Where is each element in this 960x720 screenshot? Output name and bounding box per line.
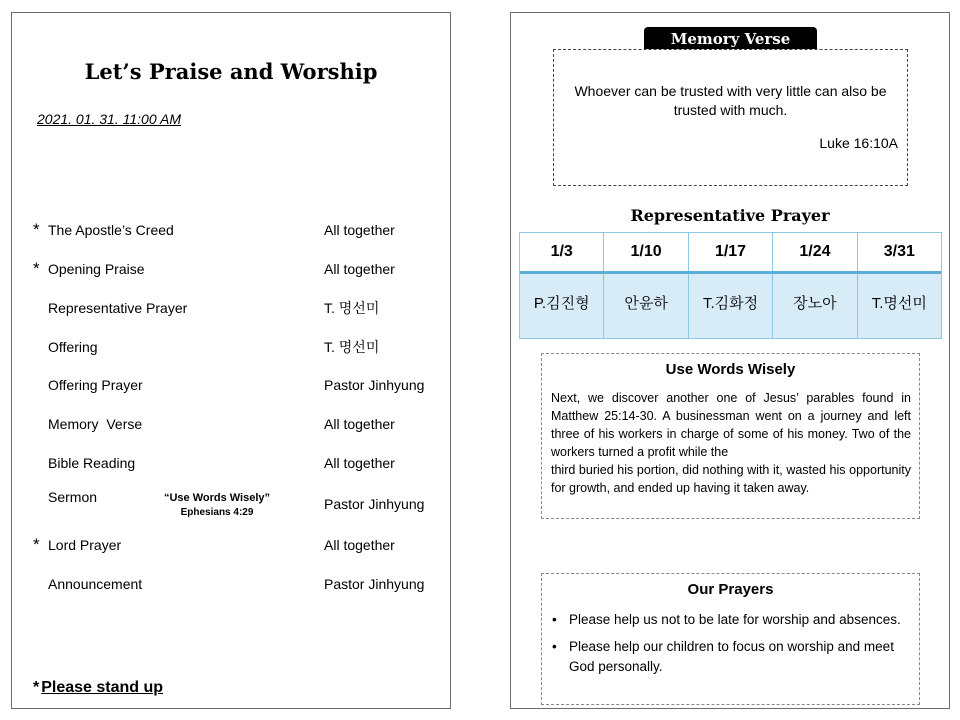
order-item-leader: All together xyxy=(324,222,395,238)
sermon-scripture: Ephesians 4:29 xyxy=(180,507,254,518)
order-item-name: Representative Prayer xyxy=(48,300,188,316)
table-cell: 장노아 xyxy=(773,274,857,338)
our-prayers-title: Our Prayers xyxy=(687,581,774,598)
order-item-name: Sermon xyxy=(48,489,98,505)
bulletin-info-panel xyxy=(510,12,950,709)
order-item-name: The Apostle’s Creed xyxy=(48,222,174,238)
paragraph: Next, we discover another one of Jesus’ parables found in Matthew 25:14-30. A businessman went on a journey and left three of his workers in charge of some of his money. Two of the workers turned a profit while the xyxy=(551,391,911,459)
stand-marker: * xyxy=(33,259,40,278)
paragraph: third buried his portion, did nothing with it, wasted his opportunity for growth, and ended up having it taken away. xyxy=(551,463,911,495)
order-item-leader: All together xyxy=(324,455,395,471)
order-item xyxy=(12,258,452,280)
order-of-worship-panel xyxy=(11,12,451,709)
table-header-row xyxy=(520,233,941,274)
order-item-leader: All together xyxy=(324,261,395,277)
table-cell: T.명선미 xyxy=(871,295,927,312)
order-item-name: Lord Prayer xyxy=(48,537,122,553)
prayer-text: Please help us not to be late for worship and absences. xyxy=(569,612,901,627)
order-item-leader: Pastor Jinhyung xyxy=(324,377,425,393)
order-item xyxy=(12,374,452,396)
order-item-name: Bible Reading xyxy=(48,455,136,471)
order-item-name: Offering Prayer xyxy=(48,377,143,393)
table-header-cell: 1/17 xyxy=(689,233,773,271)
order-item xyxy=(12,219,452,241)
memory-verse-box xyxy=(553,49,908,186)
table-cell: P.김진형 xyxy=(520,274,604,338)
use-words-wisely-text xyxy=(551,389,911,497)
order-item-leader: Pastor Jinhyung xyxy=(324,576,425,592)
bullet-icon: • xyxy=(552,639,557,654)
sermon-title: “Use Words Wisely” xyxy=(163,492,271,504)
list-item xyxy=(542,610,911,630)
order-item-leader: All together xyxy=(324,416,395,432)
service-date: 2021. 01. 31. 11:00 AM xyxy=(37,111,181,127)
prayer-text: Please help our children to focus on worship and meet God personally. xyxy=(569,639,894,674)
table-cell: T.김화정 xyxy=(689,274,773,338)
order-item-leader: Pastor Jinhyung xyxy=(324,496,425,512)
table-header-cell: 1/3 xyxy=(520,233,604,271)
table-cell: 안윤하 xyxy=(604,274,688,338)
order-item-leader: All together xyxy=(324,537,395,553)
stand-up-label: Please stand up xyxy=(41,679,164,696)
use-words-wisely-title: Use Words Wisely xyxy=(665,361,796,378)
order-item xyxy=(12,336,452,358)
order-item-name: Opening Praise xyxy=(48,261,145,277)
order-item-name: Offering xyxy=(48,339,98,355)
order-item xyxy=(12,452,452,474)
table-header-cell: 1/24 xyxy=(773,233,857,271)
stand-marker: * xyxy=(33,535,40,554)
representative-prayer-heading: Representative Prayer xyxy=(630,206,830,225)
prayer-list xyxy=(542,610,911,684)
use-words-wisely-box xyxy=(541,353,920,519)
representative-prayer-table xyxy=(519,232,942,339)
table-header-cell: 3/31 xyxy=(883,243,915,260)
table-row xyxy=(520,274,941,338)
order-item-leader: T. 명선미 xyxy=(324,339,380,355)
memory-verse-tab: Memory Verse xyxy=(644,27,817,49)
bullet-icon: • xyxy=(552,612,557,627)
order-item-name: Memory Verse xyxy=(48,416,143,432)
list-item xyxy=(542,637,911,677)
stand-up-note xyxy=(33,679,163,697)
order-item xyxy=(12,413,452,435)
table-header-cell: 1/10 xyxy=(604,233,688,271)
stand-marker: * xyxy=(33,679,40,696)
page-title: Let’s Praise and Worship xyxy=(84,59,378,84)
order-item-name: Announcement xyxy=(48,576,143,592)
order-item xyxy=(12,297,452,319)
stand-marker: * xyxy=(33,220,40,239)
order-item-leader: T. 명선미 xyxy=(324,300,380,316)
order-item xyxy=(12,534,452,556)
our-prayers-box xyxy=(541,573,920,705)
order-item xyxy=(12,573,452,595)
memory-verse-text: Whoever can be trusted with very little can also be trusted with much. xyxy=(574,83,887,118)
memory-verse-reference: Luke 16:10A xyxy=(819,135,898,151)
